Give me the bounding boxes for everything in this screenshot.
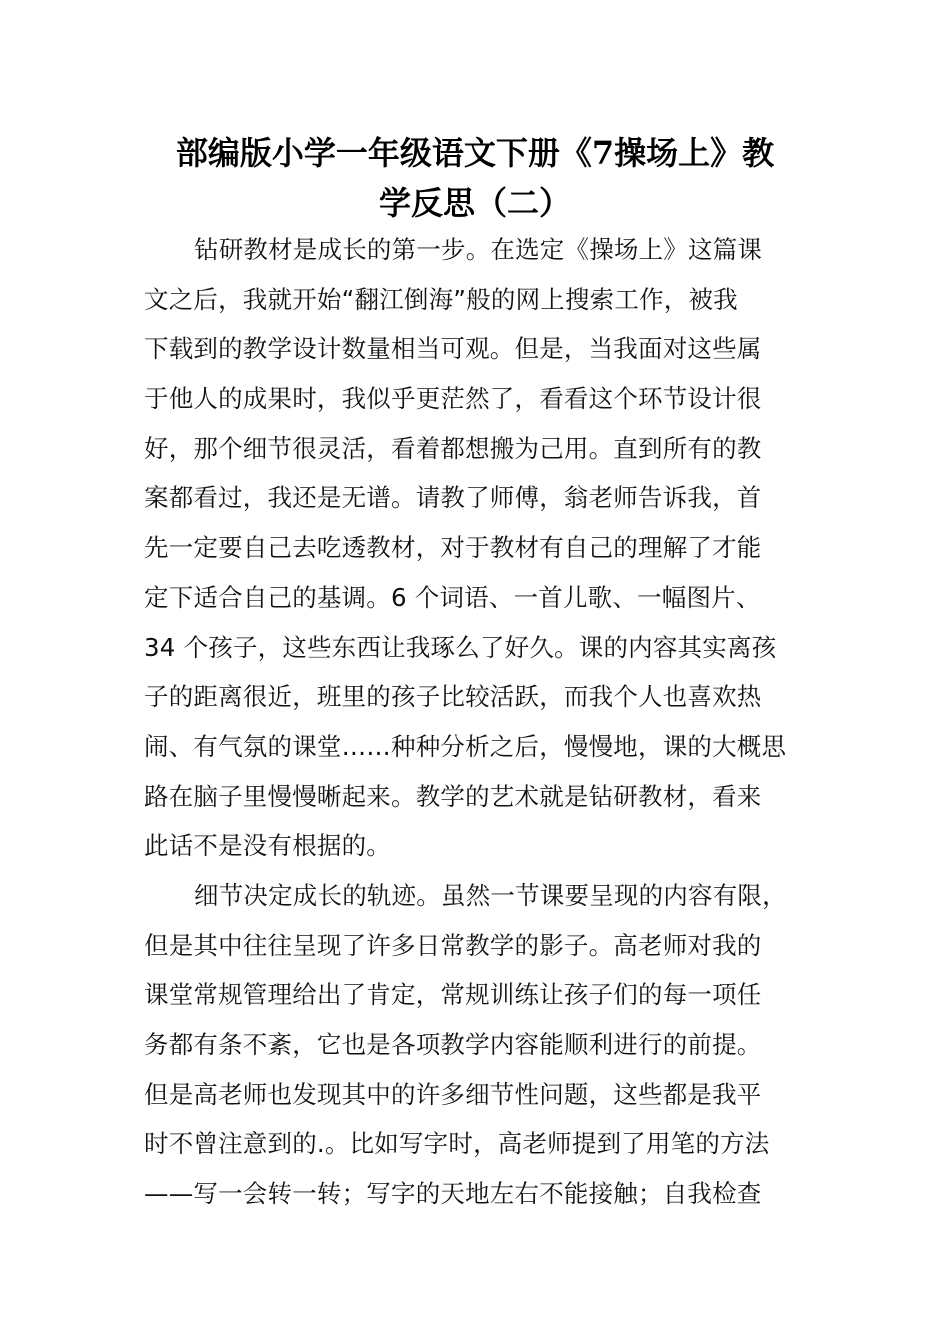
text-line: 案都看过，我还是无谱。请教了师傅，翁老师告诉我，首 bbox=[144, 483, 762, 513]
text-line: 务都有条不紊，它也是各项教学内容能顺利进行的前提。 bbox=[144, 1030, 762, 1059]
text-line: 好，那个细节很灵活，看着都想搬为己用。直到所有的教 bbox=[144, 433, 762, 463]
text-line: 路在脑子里慢慢晰起来。教学的艺术就是钻研教材，看来 bbox=[144, 781, 762, 811]
text-line: 时不曾注意到的.。比如写字时，高老师提到了用笔的方法 bbox=[144, 1129, 770, 1159]
text-line: 但是其中往往呈现了许多日常教学的影子。高老师对我的 bbox=[144, 930, 762, 960]
text-line: 于他人的成果时，我似乎更茫然了，看看这个环节设计很 bbox=[144, 384, 762, 414]
text-line: 闹、有气氛的课堂……种种分析之后，慢慢地，课的大概思 bbox=[144, 731, 787, 761]
paragraph-2 bbox=[144, 871, 814, 1219]
text-line: 课堂常规管理给出了肯定，常规训练让孩子们的每一项任 bbox=[144, 980, 762, 1010]
document-title bbox=[130, 128, 820, 228]
title-line-2: 学反思（二） bbox=[378, 184, 571, 222]
text-line: 但是高老师也发现其中的许多细节性问题，这些都是我平 bbox=[144, 1079, 762, 1109]
text-line: ——写一会转一转；写字的天地左右不能接触；自我检查 bbox=[144, 1179, 762, 1209]
paragraph-1 bbox=[144, 225, 814, 871]
title-line-1: 部编版小学一年级语文下册《7操场上》教 bbox=[175, 134, 775, 172]
text-line: 下载到的教学设计数量相当可观。但是，当我面对这些属 bbox=[144, 334, 762, 364]
text-line: 先一定要自己去吃透教材，对于教材有自己的理解了才能 bbox=[144, 533, 762, 563]
document-body bbox=[144, 225, 814, 1219]
text-line: 文之后，我就开始“翻江倒海”般的网上搜索工作，被我 bbox=[144, 284, 738, 314]
text-line: 钻研教材是成长的第一步。在选定《操场上》这篇课 bbox=[194, 235, 763, 264]
text-line: 此话不是没有根据的。 bbox=[144, 831, 391, 861]
text-line: 子的距离很近，班里的孩子比较活跃，而我个人也喜欢热 bbox=[144, 682, 762, 712]
text-line: 细节决定成长的轨迹。虽然一节课要呈现的内容有限， bbox=[194, 880, 787, 910]
text-line: 34 个孩子，这些东西让我琢么了好久。课的内容其实离孩 bbox=[144, 632, 777, 662]
text-line: 定下适合自己的基调。6 个词语、一首儿歌、一幅图片、 bbox=[144, 582, 761, 612]
